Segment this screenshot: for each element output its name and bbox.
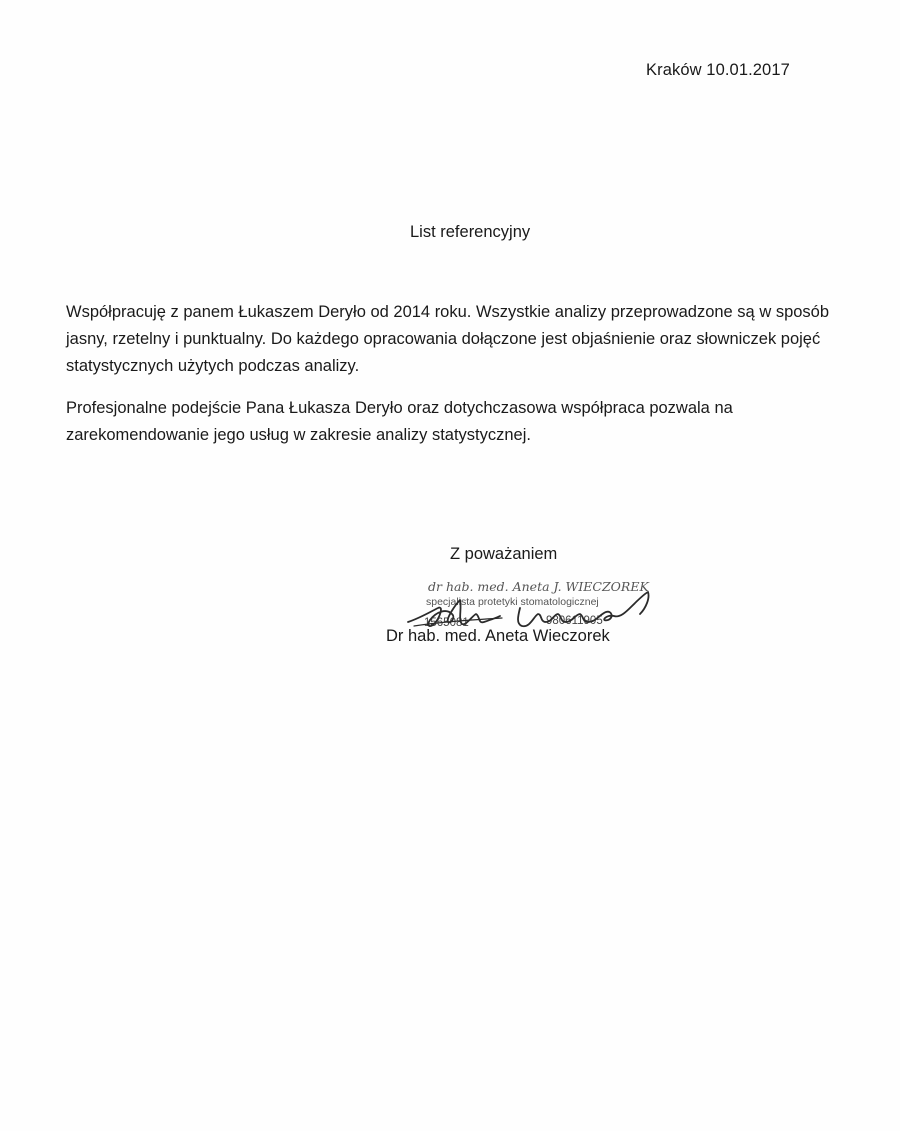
stamp-name-line: dr hab. med. Aneta J. WIECZOREK	[428, 579, 649, 594]
letter-title: List referencyjny	[410, 223, 531, 241]
paragraph-2: Profesjonalne podejście Pana Łukasza Deryło oraz dotychczasowa współpraca pozwala na zarekomendowanie jego usług w zakresie analizy statystycznej.	[66, 399, 733, 444]
stamp-number-left: 1565081	[424, 617, 469, 629]
place-date: Kraków 10.01.2017	[646, 61, 790, 79]
paragraph-1: Współpracuję z panem Łukaszem Deryło od 2014 roku. Wszystkie analizy przeprowadzone są w sposób jasny, rzetelny i punktualny. Do każdego opracowania dołączone jest objaśnienie oraz słowniczek pojęć statystycznych użytych podczas analizy.	[66, 303, 830, 375]
closing-phrase: Z poważaniem	[450, 545, 558, 563]
stamp-number-right: 980611905	[546, 615, 603, 627]
signer-name: Dr hab. med. Aneta Wieczorek	[386, 627, 610, 645]
stamp-specialty-line: specjalista protetyki stomatologicznej	[426, 596, 599, 608]
